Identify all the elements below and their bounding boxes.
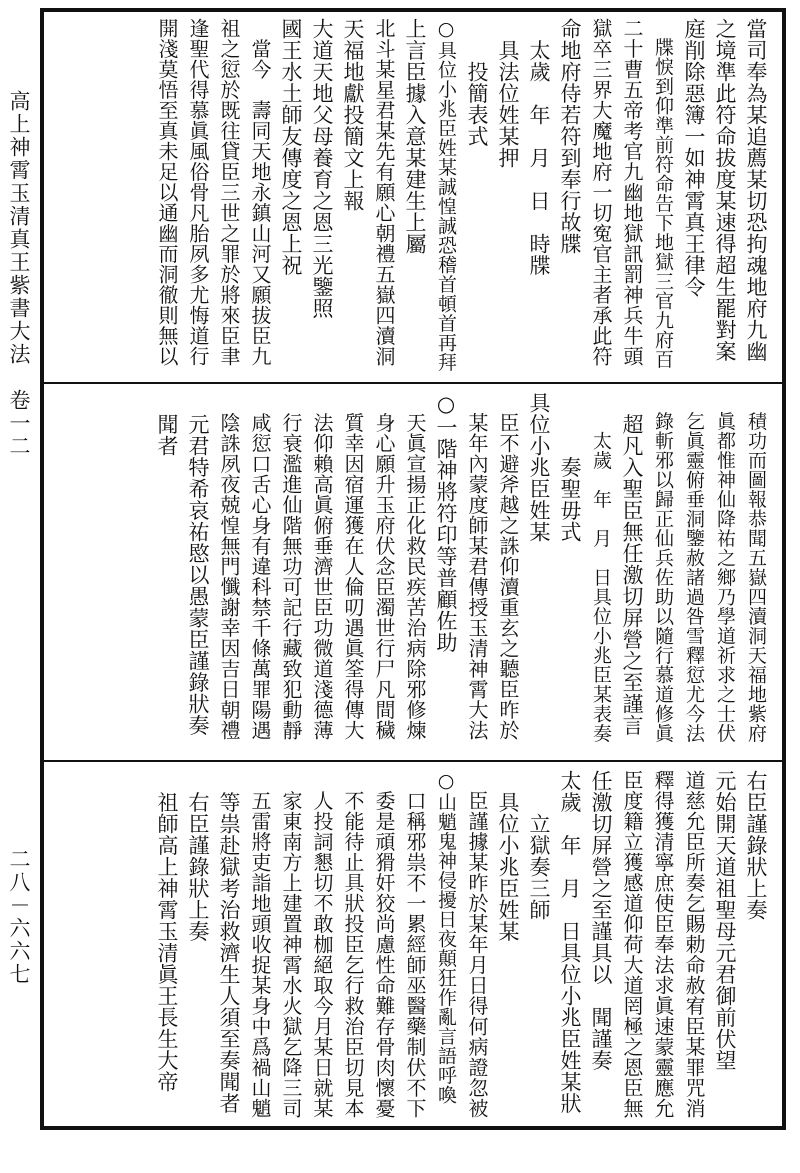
text-column: 積功而圖報恭聞五嶽四瀆洞天福地紫府	[745, 392, 767, 743]
text-column: 具位小兆臣姓某	[527, 392, 551, 543]
text-column: 太歲 年 月 日具位小兆臣姓某狀	[558, 770, 582, 1114]
text-column: 臣謹據某昨於某年月日得何病證忽被	[465, 770, 489, 1119]
text-column: 上言臣據入意某建生上屬	[403, 18, 427, 255]
text-column: 北斗某星君某先有願心朝禮五嶽四瀆洞	[372, 18, 396, 367]
register-panel-top	[44, 12, 782, 382]
text-column: 牒悷到仰準前符命告下地獄三官九府百	[652, 18, 674, 369]
text-column: 太歲 年 月 日具位小兆臣某表奏	[590, 392, 612, 743]
text-column: 乞眞靈俯垂洞鑒赦諸過咎雪釋愆尤今法	[683, 392, 705, 743]
margin-page-number: 二八－六六七	[7, 848, 31, 986]
text-column: 大道天地父母養育之恩三光鑒照	[310, 18, 334, 319]
text-column: 具法位姓某押	[496, 18, 520, 169]
text-column: 道慈允臣所奏乞賜勅命赦宥臣某罪咒消	[682, 770, 706, 1119]
text-column: 臣不避斧越之誅仰瀆重玄之聽臣昨於	[496, 392, 520, 741]
text-column: 逢聖代得慕眞風俗骨凡胎夙多尤悔道行	[186, 18, 210, 367]
text-column: 超凡入聖臣無任激切屏營之至謹言	[620, 392, 644, 736]
text-column: 法仰賴高眞俯垂濟世臣功微道淺德薄	[310, 392, 334, 741]
column-group	[152, 18, 770, 376]
text-column: 臣度籍立獲感道仰荷大道罔極之恩臣無	[620, 770, 644, 1119]
text-column: ○山魈鬼神侵擾日夜顛狂作亂言語呼喚	[435, 770, 457, 1105]
panel-divider	[44, 382, 782, 384]
column-group	[152, 770, 770, 1120]
text-column: 右臣謹錄狀上奏	[744, 770, 768, 921]
text-column: 某年內蒙度師某君傳授玉清神霄大法	[465, 392, 489, 741]
text-column: 開淺莫悟至真未足以通幽而洞徹則無以	[155, 18, 179, 367]
text-column: 家東南方上建置神霄水火獄乞降三司	[279, 770, 303, 1119]
register-panel-bottom	[44, 764, 782, 1126]
text-column: 聞者	[155, 392, 179, 457]
text-column: 等祟赴獄考治救濟生人須至奏聞者	[217, 770, 241, 1114]
text-column: 陰誅夙夜兢惶無門懺謝幸因吉日朝禮	[217, 392, 241, 741]
text-column: 右臣謹錄狀上奏	[186, 770, 210, 942]
text-column: 天眞宣揚正化救民疾苦治病除邪修煉	[403, 392, 427, 741]
text-column: 行衰濫進仙階無功可記行藏致犯動靜	[279, 392, 303, 741]
text-column: 委是頑猾奸狡尚慮性命難存骨肉懷憂	[372, 770, 396, 1119]
text-column: 口稱邪祟不一累經師巫醫藥制伏不下	[403, 770, 427, 1119]
register-panel-middle	[44, 386, 782, 760]
text-column: 國王水土師友傳度之恩上祝	[279, 18, 303, 276]
text-column: 獄卒三界大魔地府一切寃官主者承此符	[589, 18, 613, 367]
text-column: 太歲 年 月 日 時牒	[527, 18, 551, 276]
text-column: 祖之愆於既往貸臣三世之罪於將來臣聿	[217, 18, 241, 367]
text-column: 質幸因宿運獲在人倫叨遇眞筌得傳大	[341, 392, 365, 741]
text-column: ○具位小兆臣姓某誠惶誠恐稽首頓首再拜	[435, 18, 457, 372]
text-column: 不能待止具狀投臣乞行救治臣切見本	[341, 770, 365, 1119]
text-column: 二十曹五帝考官九幽地獄訊罰神兵牛頭	[620, 18, 644, 367]
text-column: 命地府侍若符到奉行故牒	[558, 18, 582, 255]
text-column: 奏聖毋式	[558, 392, 582, 543]
text-column: 具位小兆臣姓某	[496, 770, 520, 942]
text-column: 眞都惟神仙降祐之鄉乃學道祈求之士伏	[714, 392, 736, 743]
text-column: 之境準此符命拔度某速得超生罷對案	[713, 18, 737, 362]
page-frame	[40, 8, 786, 1130]
text-column: 當今 壽同天地永鎮山河又願拔臣九	[248, 18, 272, 367]
margin-book-title: 高上神霄玉清真王紫書大法 卷一二	[7, 90, 31, 458]
text-column: 人投詞懇切不敢枷絕取今月某日就某	[310, 770, 334, 1119]
text-column: 元君特希哀祐愍以愚蒙臣謹錄狀奏	[186, 392, 210, 736]
text-column: 祖師高上神霄玉清眞王長生大帝	[155, 770, 179, 1093]
text-column: 釋得獲清寧庶使臣奉法求眞速蒙靈應允	[651, 770, 675, 1119]
panel-divider	[44, 760, 782, 762]
text-column: 投簡表式	[465, 18, 489, 147]
text-column: ○一階神將符印等普顧佐助	[434, 392, 458, 653]
text-column: 錄斬邪以歸正仙兵佐助以隨行慕道修眞	[652, 392, 674, 743]
text-column: 庭削除惡簿一如神霄真王律令	[682, 18, 706, 298]
text-column: 元始開天道祖聖母元君御前伏望	[713, 770, 737, 1071]
text-column: 天福地獻投簡文上報	[341, 18, 365, 212]
text-column: 立獄奏三師	[527, 770, 551, 921]
text-column: 當司奉為某追薦某切恐拘魂地府九幽	[744, 18, 768, 362]
text-column: 咸愆口舌心身有違科禁千條萬罪陽遇	[248, 392, 272, 741]
text-column: 五雷將吏詣地頭收捉某身中爲禍山魈	[248, 770, 272, 1119]
text-column: 任激切屏營之至謹具以 聞謹奏	[589, 770, 613, 1071]
text-column: 身心願升玉府伏念臣濁世行尸凡間穢	[372, 392, 396, 741]
column-group	[152, 392, 770, 754]
